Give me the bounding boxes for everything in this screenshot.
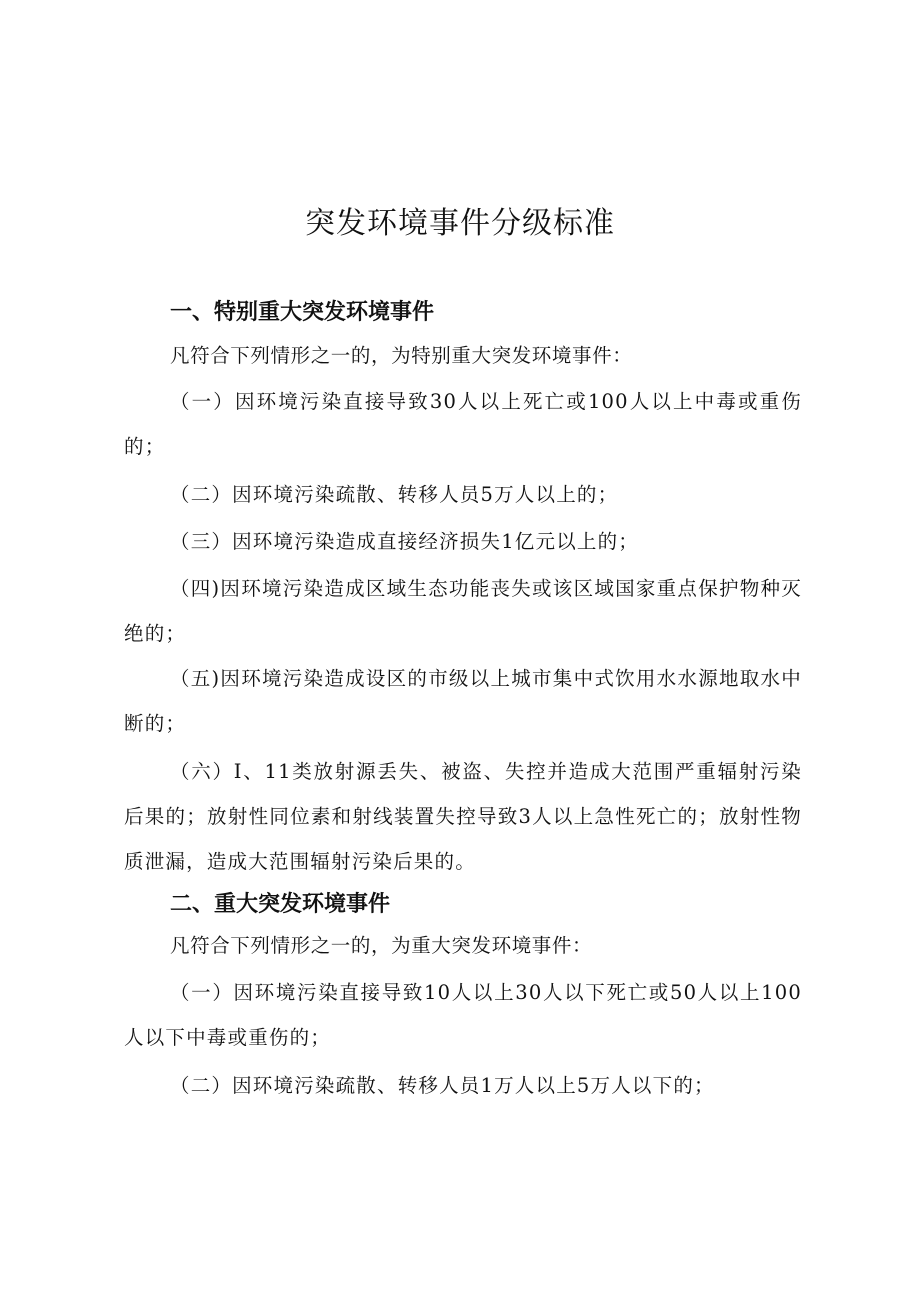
section-1-item-4: （四)因环境污染造成区域生态功能丧失或该区域国家重点保护物种灭绝的； bbox=[124, 577, 802, 645]
section-1-item-2: （二）因环境污染疏散、转移人员5万人以上的； bbox=[170, 483, 619, 506]
section-heading-2: 二、重大突发环境事件 bbox=[170, 892, 391, 917]
section-2-intro: 凡符合下列情形之一的，为重大突发环境事件： bbox=[170, 934, 593, 957]
section-1-item-3: （三）因环境污染造成直接经济损失1亿元以上的； bbox=[170, 530, 640, 553]
section-2-item-2: （二）因环境污染疏散、转移人员1万人以上5万人以下的； bbox=[170, 1074, 715, 1097]
section-1-item-6: （六）I、11类放射源丢失、被盗、失控并造成大范围严重辐射污染后果的；放射性同位素和射线装置失控导致3人以上急性死亡的；放射性物质泄漏，造成大范围辐射污染后果的。 bbox=[124, 760, 802, 873]
section-1-item-1: （一）因环境污染直接导致30人以上死亡或100人以上中毒或重伤的； bbox=[124, 390, 802, 458]
page-title: 突发环境事件分级标准 bbox=[305, 206, 615, 241]
section-2-item-1: （一）因环境污染直接导致10人以上30人以下死亡或50人以上100人以下中毒或重伤的； bbox=[124, 981, 802, 1049]
section-heading-1: 一、特别重大突发环境事件 bbox=[170, 300, 435, 325]
section-1-item-5: （五)因环境污染造成设区的市级以上城市集中式饮用水水源地取水中断的； bbox=[124, 667, 802, 735]
section-1-intro: 凡符合下列情形之一的，为特别重大突发环境事件： bbox=[170, 344, 633, 367]
